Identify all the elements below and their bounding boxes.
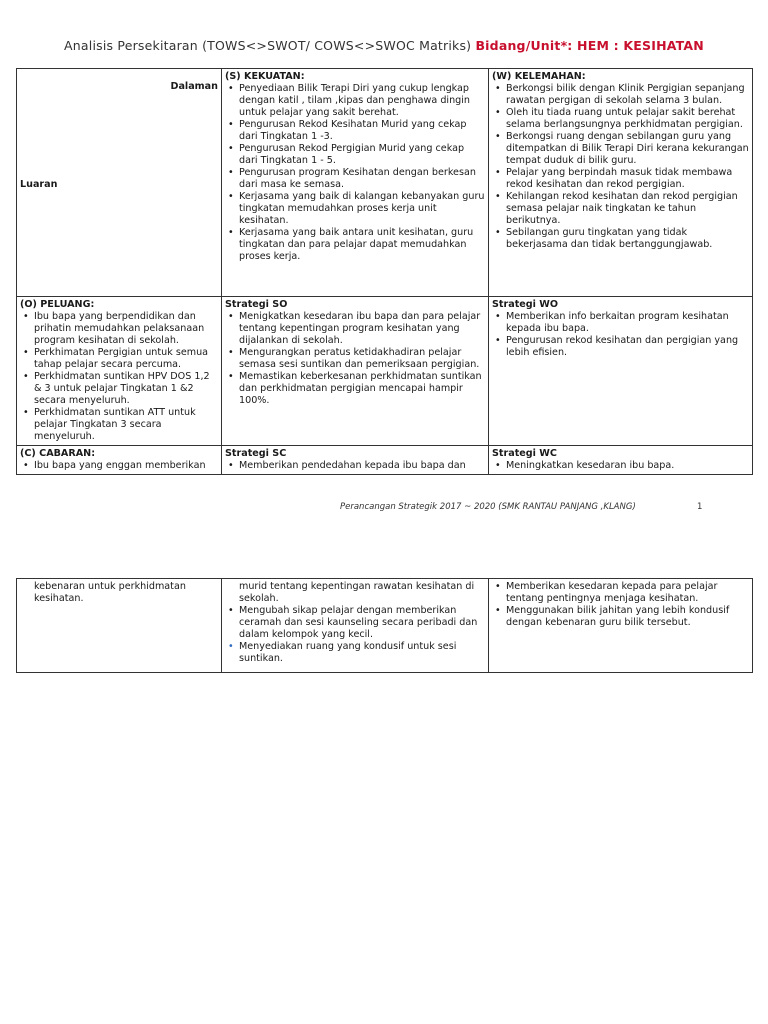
- strengths-cell: [222, 69, 489, 297]
- challenges-heading: (C) CABARAN:: [20, 448, 96, 459]
- list-item: • Memberikan info berkaitan program kesihatan kepada ibu bapa.: [492, 311, 749, 335]
- wc-list: [492, 460, 749, 472]
- matrix-row-challenges: [17, 446, 753, 475]
- challenges-continuation: kebenaran untuk perkhidmatan kesihatan.: [34, 581, 186, 604]
- sc-continuation: murid tentang kepentingan rawatan kesihatan di sekolah.: [239, 581, 475, 604]
- footer-text: Perancangan Strategik 2017 ~ 2020 (SMK RANTAU PANJANG ,KLANG): [340, 502, 636, 512]
- list-item: • Berkongsi bilik dengan Klinik Pergigian sepanjang rawatan pergigan di sekolah selama 3 bulan.: [492, 83, 749, 107]
- weaknesses-cell: [489, 69, 753, 297]
- list-item: • Kerjasama yang baik di kalangan kebanyakan guru tingkatan memudahkan proses kerja unit kesihatan.: [225, 191, 485, 227]
- sc-list: [225, 460, 485, 472]
- page-number: 1: [697, 502, 703, 512]
- list-item: • Mengubah sikap pelajar dengan memberikan ceramah dan sesi kaunseling secara peribadi dan dalam kelompok yang kecil.: [225, 605, 485, 641]
- list-item: • Perkhidmatan suntikan HPV DOS 1,2 & 3 untuk pelajar Tingkatan 1 &2 secara menyeluruh.: [20, 371, 218, 407]
- so-cell: [222, 297, 489, 446]
- list-item: • Pengurusan rekod kesihatan dan pergigian yang lebih efisien.: [492, 335, 749, 359]
- list-item: • Menggunakan bilik jahitan yang lebih kondusif dengan kebenaran guru bilik tersebut.: [492, 605, 749, 629]
- list-item: • Menyediakan ruang yang kondusif untuk sesi suntikan.: [225, 641, 485, 665]
- matrix-row-header: [17, 69, 753, 297]
- list-item: • Pengurusan program Kesihatan dengan berkesan dari masa ke semasa.: [225, 167, 485, 191]
- sc-heading: Strategi SC: [225, 448, 287, 459]
- list-item: • Meningkatkan kesedaran ibu bapa.: [492, 460, 749, 472]
- wo-cell: [489, 297, 753, 446]
- challenges-cell-continued: [17, 579, 222, 673]
- challenges-cell: [17, 446, 222, 475]
- list-item: • Sebilangan guru tingkatan yang tidak bekerjasama dan tidak bertanggungjawab.: [492, 227, 749, 251]
- opportunities-heading: (O) PELUANG:: [20, 299, 95, 310]
- list-item: • Perkhimatan Pergigian untuk semua tahap pelajar secara percuma.: [20, 347, 218, 371]
- strengths-list: [225, 83, 485, 263]
- weaknesses-heading: (W) KELEMAHAN:: [492, 71, 586, 82]
- wc-cell: [489, 446, 753, 475]
- list-item: • Pengurusan Rekod Pergigian Murid yang cekap dari Tingkatan 1 - 5.: [225, 143, 485, 167]
- wc-list-continued: [492, 581, 749, 629]
- document-title: [0, 38, 768, 53]
- list-item: • Memastikan keberkesanan perkhidmatan suntikan dan perkhidmatan pergigian mencapai hampir 100%.: [225, 371, 485, 407]
- dalaman-label: Dalaman: [170, 81, 218, 92]
- list-item: • Ibu bapa yang enggan memberikan: [20, 460, 218, 472]
- list-item: • Penyediaan Bilik Terapi Diri yang cukup lengkap dengan katil , tilam ,kipas dan penghawa dingin untuk pelajar yang sakit berehat.: [225, 83, 485, 119]
- title-unit: Bidang/Unit*: HEM : KESIHATAN: [475, 38, 704, 53]
- so-list: [225, 311, 485, 407]
- wo-list: [492, 311, 749, 359]
- list-item: • Ibu bapa yang berpendidikan dan prihatin memudahkan pelaksanaan program kesihatan di sekolah.: [20, 311, 218, 347]
- strengths-heading: (S) KEKUATAN:: [225, 71, 305, 82]
- list-item: • Memberikan pendedahan kepada ibu bapa dan: [225, 460, 485, 472]
- matrix-row-challenges-continued: [17, 579, 753, 673]
- list-item: • Menigkatkan kesedaran ibu bapa dan para pelajar tentang kepentingan program kesihatan yang dijalankan di sekolah.: [225, 311, 485, 347]
- matrix-row-opportunities: [17, 297, 753, 446]
- sc-cell-continued: [222, 579, 489, 673]
- opportunities-cell: [17, 297, 222, 446]
- challenges-list: [20, 460, 218, 472]
- sc-cell: [222, 446, 489, 475]
- axis-cell: [17, 69, 222, 297]
- title-prefix: Analisis Persekitaran (TOWS<>SWOT/ COWS<>SWOC Matriks): [64, 38, 472, 53]
- list-item: • Kehilangan rekod kesihatan dan rekod pergigian semasa pelajar naik tingkatan ke tahun berikutnya.: [492, 191, 749, 227]
- wc-cell-continued: [489, 579, 753, 673]
- list-item: • Perkhidmatan suntikan ATT untuk pelajar Tingkatan 3 secara menyeluruh.: [20, 407, 218, 443]
- list-item: • Pelajar yang berpindah masuk tidak membawa rekod kesihatan dan rekod pergigian.: [492, 167, 749, 191]
- opportunities-list: [20, 311, 218, 443]
- sc-list-continued: [225, 605, 485, 665]
- list-item: • Oleh itu tiada ruang untuk pelajar sakit berehat selama berlangsungnya perkhidmatan pergigian.: [492, 107, 749, 131]
- list-item: • Berkongsi ruang dengan sebilangan guru yang ditempatkan di Bilik Terapi Diri kerana kekurangan tempat duduk di bilik guru.: [492, 131, 749, 167]
- swot-matrix-page1: [16, 68, 753, 475]
- list-item: • Pengurusan Rekod Kesihatan Murid yang cekap dari Tingkatan 1 -3.: [225, 119, 485, 143]
- wo-heading: Strategi WO: [492, 299, 559, 310]
- luaran-label: Luaran: [20, 179, 58, 190]
- list-item: • Mengurangkan peratus ketidakhadiran pelajar semasa sesi suntikan dan pemeriksaan pergigian.: [225, 347, 485, 371]
- list-item: • Kerjasama yang baik antara unit kesihatan, guru tingkatan dan para pelajar dapat memudahkan proses kerja.: [225, 227, 485, 263]
- weaknesses-list: [492, 83, 749, 251]
- wc-heading: Strategi WC: [492, 448, 557, 459]
- so-heading: Strategi SO: [225, 299, 288, 310]
- swot-matrix-page2: [16, 578, 753, 673]
- list-item: • Memberikan kesedaran kepada para pelajar tentang pentingnya menjaga kesihatan.: [492, 581, 749, 605]
